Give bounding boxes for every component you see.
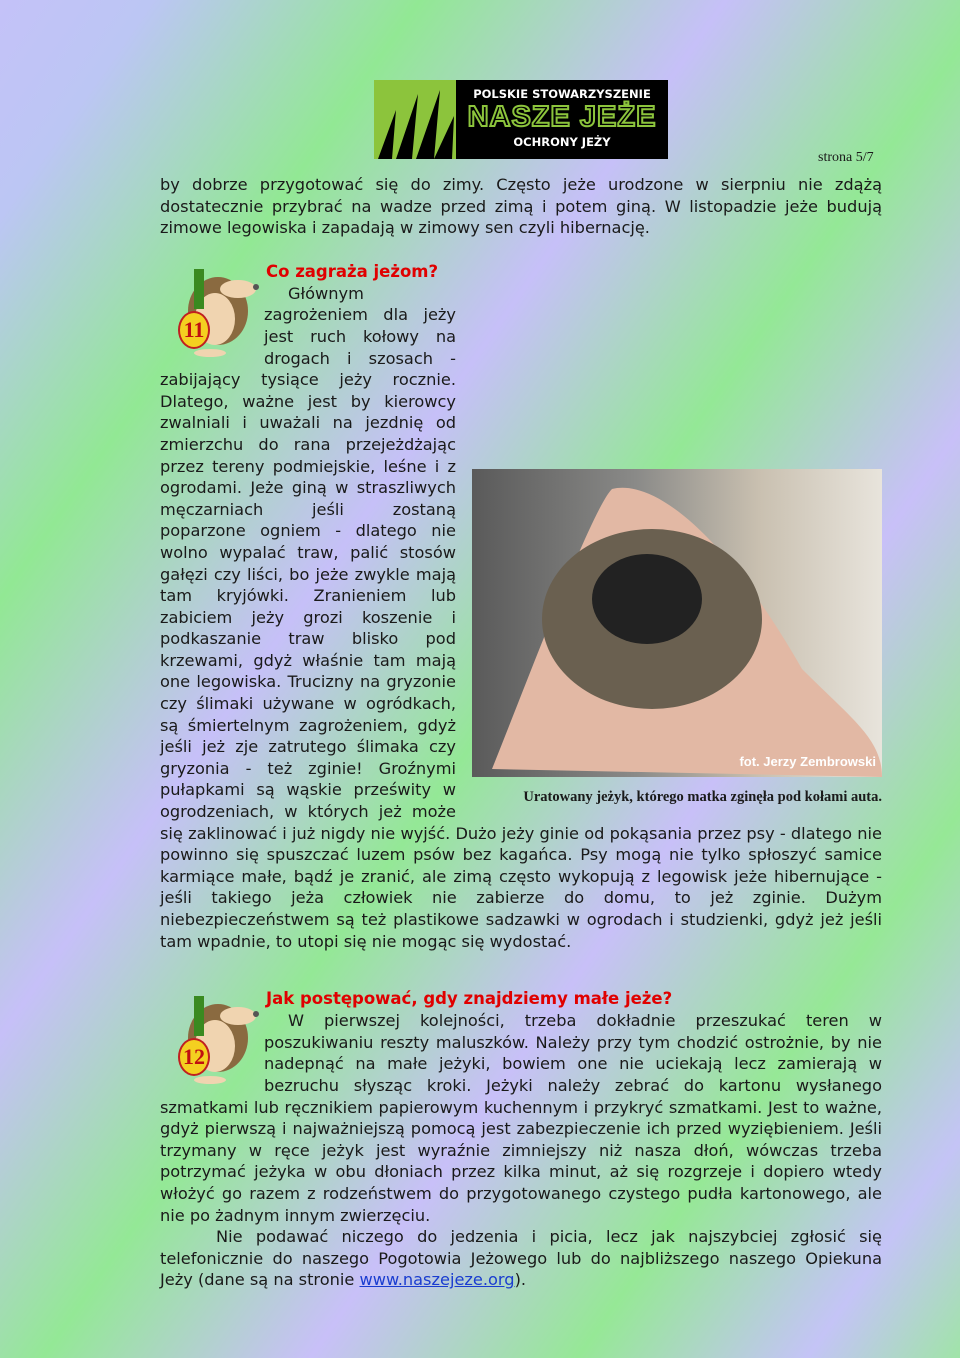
section-heading-threats: Co zagraża jeżom? — [266, 261, 439, 281]
hedgehog-mascot-icon — [160, 986, 260, 1086]
grass-logo-icon — [374, 80, 456, 159]
page-number: strona 5/7 — [818, 150, 874, 165]
hedgehog-in-hand-photo — [472, 469, 882, 777]
hedgehog-photo-figure — [472, 469, 882, 809]
photo-caption: Uratowany jeżyk, którego matka zginęła pod kołami auta. — [523, 788, 882, 805]
section-number-badge: 12 — [178, 1038, 210, 1076]
logo-line-2: NASZE JEŻE — [467, 101, 657, 133]
found-babies-paragraph: W pierwszej kolejności, trzeba dokładnie przeszukać teren w poszukiwaniu reszty maluszków. Należy przy tym chodzić ostrożnie, by nie nadepnąć na małe jeżyki, bowiem one nie uciekają lecz zamierają w bezruchu słysząc kroki. Jeżyki należy zebrać do kartonu wysłanego szmatkami lub ręcznikiem papierowym kuchennym i przykryć szmatkami. Jest to ważne, gdyż pierwszą i najważniejszą pomocą jest zabezpieczenie ich przed wyziębieniem. Jeśli trzymany w ręce jeżyk jest wyraźnie zimniejszy niż nasza dłoń, wówczas trzeba potrzymać jeżyka w obu dłoniach przez kilka minut, aż się rozgrzeje i dopiero wtedy włożyć go razem z rodzeństwem do przygotowanego czystego pudła kartonowego, ale nie po żadnym innym zwierzęciu. — [160, 1011, 882, 1225]
contact-paragraph — [160, 1226, 882, 1291]
website-link[interactable]: www.naszejeze.org — [359, 1270, 515, 1290]
section-number-badge: 11 — [178, 311, 210, 349]
contact-text: Nie podawać niczego do jedzenia i picia, lecz jak najszybciej zgłosić się telefonicznie do naszego Pogotowia Jeżowego lub do najbliższego naszego Opiekuna Jeży (dane są na stronie — [160, 1227, 882, 1290]
logo-line-1: POLSKIE STOWARZYSZENIE — [473, 87, 651, 101]
contact-text-end: ). — [514, 1270, 527, 1290]
threats-paragraph: Głównym zagrożeniem dla jeży jest ruch kołowy na drogach i szosach - zabijający tysiące jeży rocznie. Dlatego, ważne jest by kierowcy zwalniali i uważali na jezdnię od zmierzchu do rana przejeżdżając przez tereny podmiejskie, leśne i z ogrodami. Jeże giną w straszliwych męczarniach jeśli zostaną poparzone ogniem - dlatego nie wolno wypalać traw, palić stosów gałęzi czy liści, bo jeże zwykle mają tam kryjówki. Zranieniem lub zabiciem jeży grozi koszenie i podkaszanie traw blisko pod krzewami, gdyż właśnie tam mają one legowiska. Trucizny na gryzonie czy ślimaki używane w ogródkach, są śmiertelnym zagrożeniem, gdyż jeśli jeż zje zatrutego ślimaka czy gryzonia - też zginie! Groźnymi pułapkami są wąskie prześwity w ogrodzeniach, w których jeż może się zaklinować i już nigdy nie wyjść. Dużo jeży ginie od pokąsania przez psy - dlatego nie powinno się spuszczać luzem psów bez kagańca. Psy mogą nie tylko spłoszyć samice karmiące małe, bądź je zranić, ale zimą często wykopują z legowisk jeże hibernujące - jeśli takiego jeża człowiek nie zabierze do domu, to jeż zginie. Dużym niebezpieczeństwem są też plastikowe sadzawki w ogrodach i studzienki, gdyż jeż jeśli tam wpadnie, to utopi się nie mogąc się wydostać. — [160, 283, 882, 951]
photo-credit: fot. Jerzy Zembrowski — [739, 754, 876, 770]
logo-line-3: OCHRONY JEŻY — [513, 135, 611, 149]
section-heading-found-babies: Jak postępować, gdy znajdziemy małe jeże? — [266, 989, 673, 1009]
organization-logo — [374, 80, 668, 159]
intro-paragraph: by dobrze przygotować się do zimy. Często jeże urodzone w sierpniu nie zdążą dostatecznie przybrać na wadze przed zimą i potem giną. W listopadzie jeże budują zimowe legowiska i zapadają w zimowy sen czyli hibernację. — [160, 175, 882, 238]
document-body — [160, 174, 882, 1291]
hedgehog-mascot-icon — [160, 259, 260, 359]
